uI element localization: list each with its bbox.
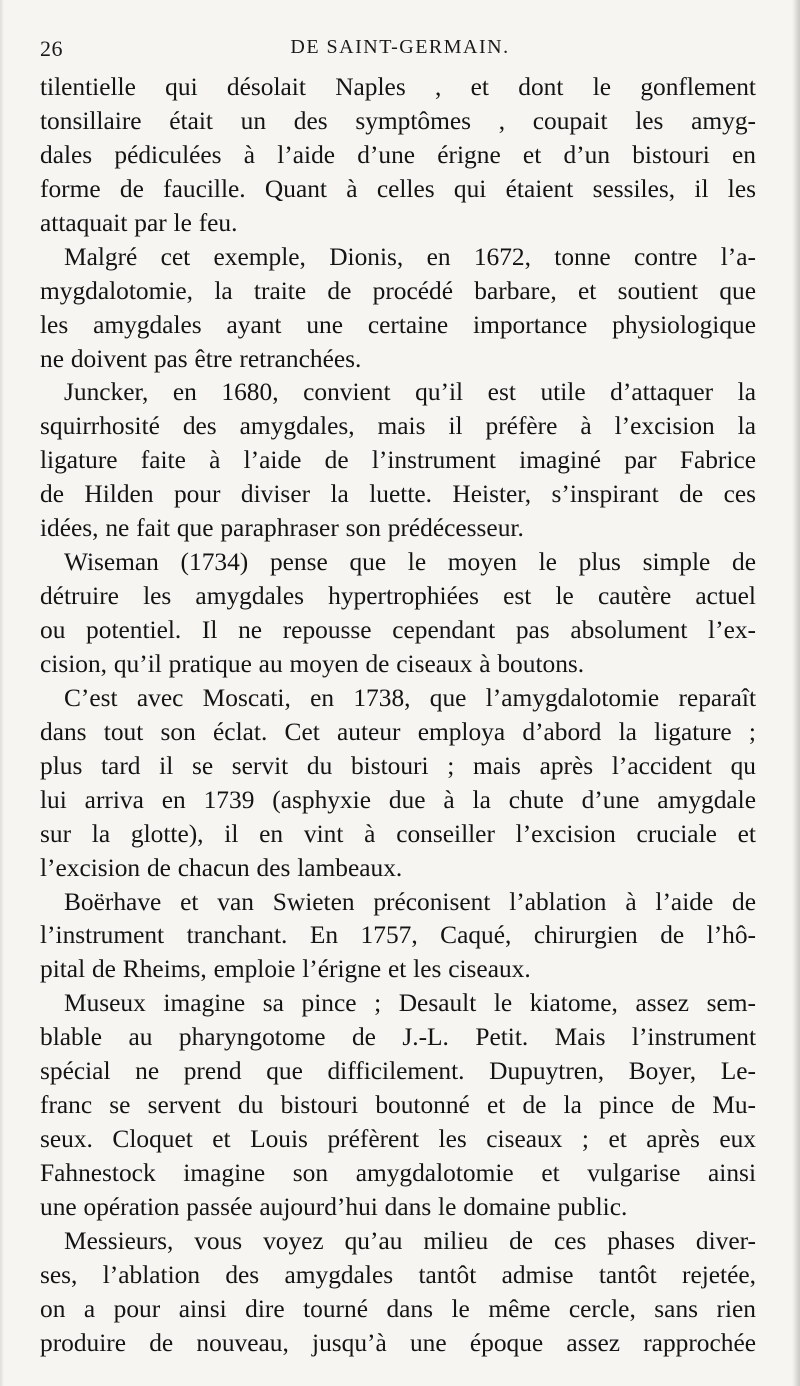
text-line: dales pédiculées à l’aide d’une érigne et d’un bistouri en	[40, 140, 756, 169]
text-line: lui arriva en 1739 (asphyxie due à la chute d’une amygdale	[40, 785, 756, 814]
text-line: l’instrument tranchant. En 1757, Caqué, chirurgien de l’hô-	[40, 921, 756, 950]
text-line: détruire les amygdales hypertrophiées est le cautère actuel	[40, 582, 756, 611]
text-line: idées, ne fait que paraphraser son prédécesseur.	[40, 514, 524, 543]
text-line: on a pour ainsi dire tourné dans le même cercle, sans rien	[40, 1294, 756, 1323]
text-line: plus tard il se servit du bistouri ; mais après l’accident qu	[40, 751, 756, 780]
text-line: tonsillaire était un des symptômes , coupait les amyg-	[40, 106, 756, 135]
text-line: ses, l’ablation des amygdales tantôt admise tantôt rejetée,	[40, 1260, 756, 1289]
paragraph	[40, 71, 756, 241]
paragraph	[40, 241, 756, 377]
text-line: ou potentiel. Il ne repousse cependant pas absolument l’ex-	[40, 616, 756, 644]
text-line: les amygdales ayant une certaine importance physiologique	[40, 310, 756, 339]
page-left-edge-shadow	[0, 0, 4, 1386]
text-line: l’excision de chacun des lambeaux.	[40, 853, 403, 882]
paragraph	[40, 546, 756, 682]
text-line: de Hilden pour diviser la luette. Heister, s’inspirant de ces	[40, 480, 756, 509]
body-text	[40, 71, 756, 1361]
text-line: Juncker, en 1680, convient qu’il est utile d’attaquer la	[64, 378, 756, 407]
text-line: ne doivent pas être retranchées.	[40, 344, 362, 373]
text-line: forme de faucille. Quant à celles qui étaient sessiles, il les	[40, 174, 756, 203]
text-line: Museux imagine sa pince ; Desault le kiatome, assez sem-	[64, 989, 756, 1018]
text-line: mygdalotomie, la traite de procédé barbare, et soutient que	[40, 276, 756, 305]
text-line: C’est avec Moscati, en 1738, que l’amygdalotomie reparaît	[64, 683, 756, 712]
paragraph	[40, 1225, 756, 1361]
page-right-edge-shadow	[792, 0, 800, 1386]
paragraph	[40, 682, 756, 886]
paragraph	[40, 886, 756, 988]
page-number: 26	[40, 36, 63, 61]
text-line: Malgré cet exemple, Dionis, en 1672, tonne contre l’a-	[64, 242, 756, 271]
text-line: squirrhosité des amygdales, mais il préfère à l’excision la	[40, 412, 756, 441]
page-header	[40, 36, 760, 68]
text-line: pital de Rheims, emploie l’érigne et les ciseaux.	[40, 955, 531, 984]
text-line: produire de nouveau, jusqu’à une époque assez rapprochée	[40, 1328, 756, 1357]
text-line: Messieurs, vous voyez qu’au milieu de ces phases diver-	[64, 1226, 756, 1255]
text-line: sur la glotte), il en vint à conseiller l’excision cruciale et	[40, 819, 756, 848]
text-line: Fahnestock imagine son amygdalotomie et vulgarise ainsi	[40, 1159, 756, 1187]
running-head: DE SAINT-GERMAIN.	[290, 36, 510, 58]
text-line: attaquait par le feu.	[40, 208, 238, 237]
text-line: une opération passée aujourd’hui dans le domaine public.	[40, 1192, 628, 1221]
text-line: franc se servent du bistouri boutonné et de la pince de Mu-	[40, 1091, 756, 1120]
paragraph	[40, 987, 756, 1225]
text-line: cision, qu’il pratique au moyen de ciseaux à boutons.	[40, 649, 585, 678]
text-line: dans tout son éclat. Cet auteur employa d’abord la ligature ;	[40, 717, 756, 746]
text-line: tilentielle qui désolait Naples , et dont le gonflement	[40, 73, 756, 101]
text-line: blable au pharyngotome de J.-L. Petit. Mais l’instrument	[40, 1023, 756, 1052]
text-line: Wiseman (1734) pense que le moyen le plus simple de	[64, 548, 756, 577]
text-line: spécial ne prend que difficilement. Dupuytren, Boyer, Le-	[40, 1057, 756, 1086]
text-line: ligature faite à l’aide de l’instrument imaginé par Fabrice	[40, 446, 756, 475]
text-line: Boërhave et van Swieten préconisent l’ablation à l’aide de	[64, 887, 756, 916]
paragraph	[40, 376, 756, 546]
text-line: seux. Cloquet et Louis préfèrent les ciseaux ; et après eux	[40, 1125, 756, 1154]
